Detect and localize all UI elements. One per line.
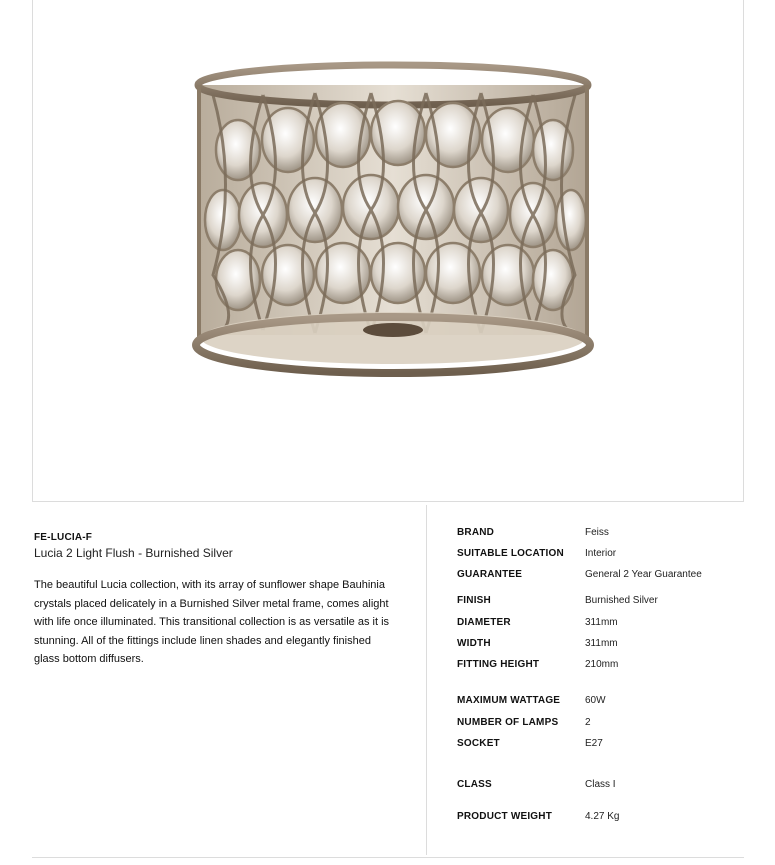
spec-value-number-of-lamps: 2 bbox=[585, 717, 591, 728]
spec-label-maximum-wattage: MAXIMUM WATTAGE bbox=[457, 695, 561, 706]
spec-label-diameter: DIAMETER bbox=[457, 617, 511, 628]
spec-label-fitting-height: FITTING HEIGHT bbox=[457, 659, 540, 670]
product-image-frame bbox=[32, 0, 744, 502]
product-sku: FE-LUCIA-F bbox=[34, 532, 93, 543]
spec-value-finish: Burnished Silver bbox=[585, 595, 658, 606]
spec-value-suitable-location: Interior bbox=[585, 548, 617, 559]
spec-value-maximum-wattage: 60W bbox=[585, 695, 606, 706]
product-info bbox=[34, 530, 394, 669]
spec-value-product-weight: 4.27 Kg bbox=[585, 811, 620, 822]
ceiling-light-photo bbox=[183, 55, 603, 385]
spec-label-class: CLASS bbox=[457, 779, 492, 790]
spec-label-brand: BRAND bbox=[457, 527, 495, 538]
spec-label-finish: FINISH bbox=[457, 595, 491, 606]
spec-label-suitable-location: SUITABLE LOCATION bbox=[457, 548, 564, 559]
spec-value-width: 311mm bbox=[585, 638, 618, 649]
spec-value-class: Class I bbox=[585, 779, 616, 790]
spec-label-socket: SOCKET bbox=[457, 738, 500, 749]
product-description: The beautiful Lucia collection, with its array of sunflower shape Bauhinia crystals placed delicately in a Burnished Silver metal frame, comes alight with life once illuminated. This transitional collection is as versatile as it is stunning. All of the fittings include linen shades and elegantly finished glass bottom diffusers. bbox=[34, 579, 390, 665]
product-title: Lucia 2 Light Flush - Burnished Silver bbox=[34, 546, 233, 560]
spec-label-width: WIDTH bbox=[457, 638, 491, 649]
column-divider bbox=[426, 505, 427, 855]
bottom-divider bbox=[32, 857, 744, 858]
spec-label-product-weight: PRODUCT WEIGHT bbox=[457, 811, 553, 822]
spec-value-fitting-height: 210mm bbox=[585, 659, 619, 670]
spec-value-socket: E27 bbox=[585, 738, 603, 749]
spec-value-diameter: 311mm bbox=[585, 617, 618, 628]
spec-value-guarantee: General 2 Year Guarantee bbox=[585, 569, 702, 580]
spec-value-brand: Feiss bbox=[585, 527, 609, 538]
spec-label-guarantee: GUARANTEE bbox=[457, 569, 523, 580]
spec-label-number-of-lamps: NUMBER OF LAMPS bbox=[457, 717, 559, 728]
